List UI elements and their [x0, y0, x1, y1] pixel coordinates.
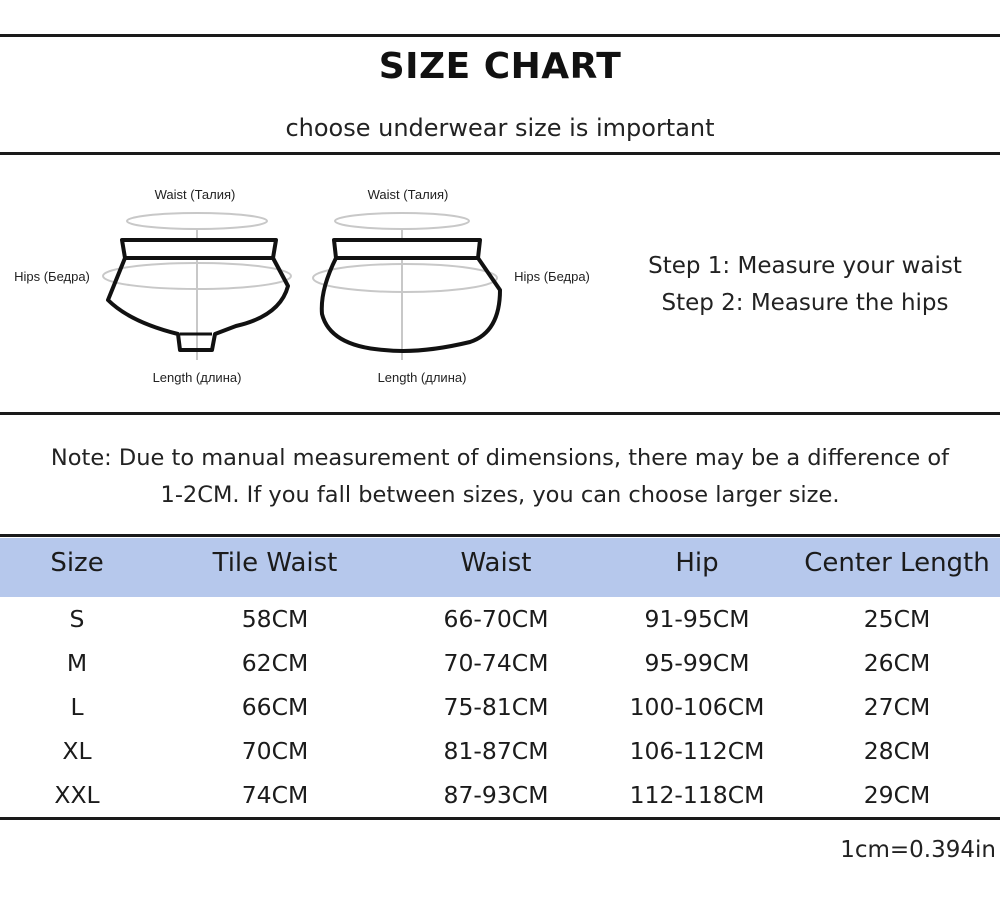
step-1: Step 1: Measure your waist	[648, 253, 962, 279]
front-hips-label: Hips (Бедра)	[14, 269, 90, 284]
table-cell: 26CM	[863, 649, 931, 677]
table-cell: 25CM	[863, 605, 931, 633]
note-line-2: 1-2CM. If you fall between sizes, you can choose larger size.	[160, 482, 840, 508]
page-subtitle: choose underwear size is important	[285, 114, 715, 142]
header-bottom-rule	[0, 152, 1000, 155]
table-cell: 62CM	[241, 649, 309, 677]
table-cell: 75-81CM	[443, 693, 549, 721]
table-cell: 28CM	[863, 737, 931, 765]
table-cell: L	[70, 693, 84, 721]
table-cell: 106-112CM	[629, 737, 765, 765]
front-length-label: Length (длина)	[152, 370, 242, 385]
front-waist-label: Waist (Талия)	[154, 187, 236, 202]
step-2: Step 2: Measure the hips	[661, 290, 949, 316]
table-cell: XL	[62, 737, 92, 765]
top-rule	[0, 34, 1000, 37]
table-cell: 91-95CM	[644, 605, 750, 633]
table-cell: 81-87CM	[443, 737, 549, 765]
table-bottom-rule	[0, 817, 1000, 820]
col-tile-waist-header: Tile Waist	[212, 548, 338, 578]
back-hips-label: Hips (Бедра)	[514, 269, 590, 284]
measurement-diagram	[0, 160, 610, 410]
table-cell: XXL	[54, 781, 100, 809]
table-cell: 70CM	[241, 737, 309, 765]
table-cell: 27CM	[863, 693, 931, 721]
table-top-rule	[0, 534, 1000, 537]
table-cell: 29CM	[863, 781, 931, 809]
col-center-length-header: Center Length	[804, 548, 990, 578]
note-line-1: Note: Due to manual measurement of dimensions, there may be a difference of	[50, 445, 950, 471]
table-cell: 87-93CM	[443, 781, 549, 809]
measurement-note	[0, 440, 1000, 514]
table-cell: 100-106CM	[629, 693, 765, 721]
table-cell: 70-74CM	[443, 649, 549, 677]
col-size-header: Size	[50, 548, 104, 578]
back-briefs-illustration	[313, 213, 500, 360]
col-hip-header: Hip	[675, 548, 719, 578]
back-waist-label: Waist (Талия)	[367, 187, 449, 202]
unit-conversion: 1cm=0.394in	[840, 837, 996, 863]
diagram-bottom-rule	[0, 412, 1000, 415]
table-cell: 66CM	[241, 693, 309, 721]
back-length-label: Length (длина)	[377, 370, 467, 385]
col-waist-header: Waist	[460, 548, 532, 578]
page-title: SIZE CHART	[378, 46, 622, 87]
table-cell: 112-118CM	[629, 781, 765, 809]
table-cell: S	[69, 605, 85, 633]
table-cell: 66-70CM	[443, 605, 549, 633]
table-cell: M	[66, 649, 88, 677]
table-cell: 58CM	[241, 605, 309, 633]
measurement-steps	[610, 248, 1000, 322]
table-cell: 74CM	[241, 781, 309, 809]
front-briefs-illustration	[103, 213, 291, 360]
table-cell: 95-99CM	[644, 649, 750, 677]
